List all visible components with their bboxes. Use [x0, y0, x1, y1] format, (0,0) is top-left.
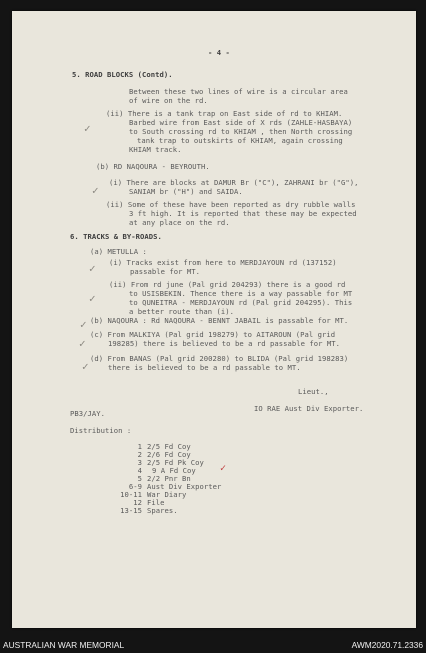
- distribution-recipient: 2/6 Fd Coy: [147, 450, 191, 459]
- check-mark-icon: ✓: [84, 122, 91, 135]
- section-5-intro-line: of wire on the rd.: [129, 96, 208, 105]
- text-line: (ii) There is a tank trap on East side of rd to KHIAM.: [106, 109, 343, 118]
- text-line: (b) NAQOURA : Rd NAQOURA - BENNT JABAIL is passable for MT.: [90, 316, 349, 325]
- distribution-recipient: 2/5 Fd Coy: [147, 442, 191, 451]
- distribution-recipient: 2/2 Pnr Bn: [147, 474, 191, 483]
- reference-code: PB3/JAY.: [70, 409, 106, 418]
- distribution-number: 13-15: [120, 506, 142, 515]
- section-5-intro-line: Between these two lines of wire is a circular area: [129, 87, 348, 96]
- text-line: passable for MT.: [130, 267, 201, 276]
- distribution-recipient: Spares.: [147, 506, 178, 515]
- distribution-number: 4: [137, 466, 142, 475]
- check-mark-icon: ✓: [82, 360, 89, 373]
- text-line: to QUNEITRA - MERDJAYOUN rd (Pal grid 204295). This: [129, 298, 353, 307]
- text-line: (d) From BANAS (Pal grid 200280) to BLIDA (Pal grid 198283): [90, 354, 349, 363]
- distribution-recipient: 2/5 Fd Pk Coy: [147, 458, 204, 467]
- text-line: KHIAM track.: [129, 145, 182, 154]
- signature-rank: Lieut.,: [298, 387, 329, 396]
- text-line: (i) Tracks exist from here to MERDJAYOUN rd (137152): [109, 258, 337, 267]
- check-mark-icon: ✓: [92, 184, 99, 197]
- text-line: Barbed wire from East side of X rds (ZAHLE-HASBAYA): [129, 118, 353, 127]
- subsection-heading: (a) METULLA :: [90, 247, 147, 256]
- text-line: 198285) there is believed to be a rd passable for MT.: [108, 339, 340, 348]
- check-mark-icon: ✓: [89, 262, 96, 275]
- archive-footer: [0, 637, 426, 653]
- section-5-heading: 5. ROAD BLOCKS (Contd).: [72, 70, 173, 79]
- subsection-heading: (b) RD NAQOURA - BEYROUTH.: [96, 162, 210, 171]
- check-mark-icon: ✓: [89, 292, 96, 305]
- distribution-recipient: 9 A Fd Coy: [152, 466, 196, 475]
- document-page: [12, 11, 416, 628]
- distribution-number: 3: [137, 458, 142, 467]
- text-line: there is believed to be a rd passable to MT.: [108, 363, 301, 372]
- footer-accession-number: AWM2020.71.2336: [351, 640, 423, 650]
- text-line: to South crossing rd to KHIAM , then North crossing: [129, 127, 353, 136]
- text-line: (ii) From rd june (Pal grid 204293) there is a good rd: [109, 280, 346, 289]
- text-line: (ii) Some of these have been reported as dry rubble walls: [106, 200, 356, 209]
- text-line: at any place on the rd.: [129, 218, 230, 227]
- text-line: 3 ft high. It is reported that these may be expected: [129, 209, 357, 218]
- distribution-number: 5: [137, 474, 142, 483]
- distribution-number: 10-11: [120, 490, 142, 499]
- text-line: (i) There are blocks at DAMUR Br ("C"), ZAHRANI br ("G"),: [109, 178, 359, 187]
- text-line: to USISBEKIN. Thence there is a way passable for MT: [129, 289, 353, 298]
- distribution-recipient: Aust Div Exporter: [147, 482, 222, 491]
- distribution-number: 2: [137, 450, 142, 459]
- text-line: tank trap to outskirts of KHIAM, again crossing: [137, 136, 343, 145]
- distribution-recipient: File: [147, 498, 165, 507]
- distribution-number: 12: [133, 498, 142, 507]
- text-line: (c) From MALKIYA (Pal grid 198279) to AITAROUN (Pal grid: [90, 330, 336, 339]
- distribution-number: 6-9: [128, 482, 142, 491]
- check-mark-icon: ✓: [79, 337, 86, 350]
- text-line: SANIAM br ("H") and SAIDA.: [129, 187, 243, 196]
- page-number: - 4 -: [208, 48, 230, 57]
- distribution-label: Distribution :: [70, 426, 132, 435]
- footer-institution: AUSTRALIAN WAR MEMORIAL: [3, 640, 125, 650]
- signature-title: IO RAE Aust Div Exporter.: [254, 404, 364, 413]
- distribution-number: 1: [137, 442, 142, 451]
- red-check-mark-icon: ✓: [220, 463, 227, 474]
- check-mark-icon: ✓: [80, 318, 87, 331]
- distribution-recipient: War Diary: [147, 490, 187, 499]
- section-6-heading: 6. TRACKS & BY-ROADS.: [70, 232, 162, 241]
- text-line: a better route than (i).: [129, 307, 235, 316]
